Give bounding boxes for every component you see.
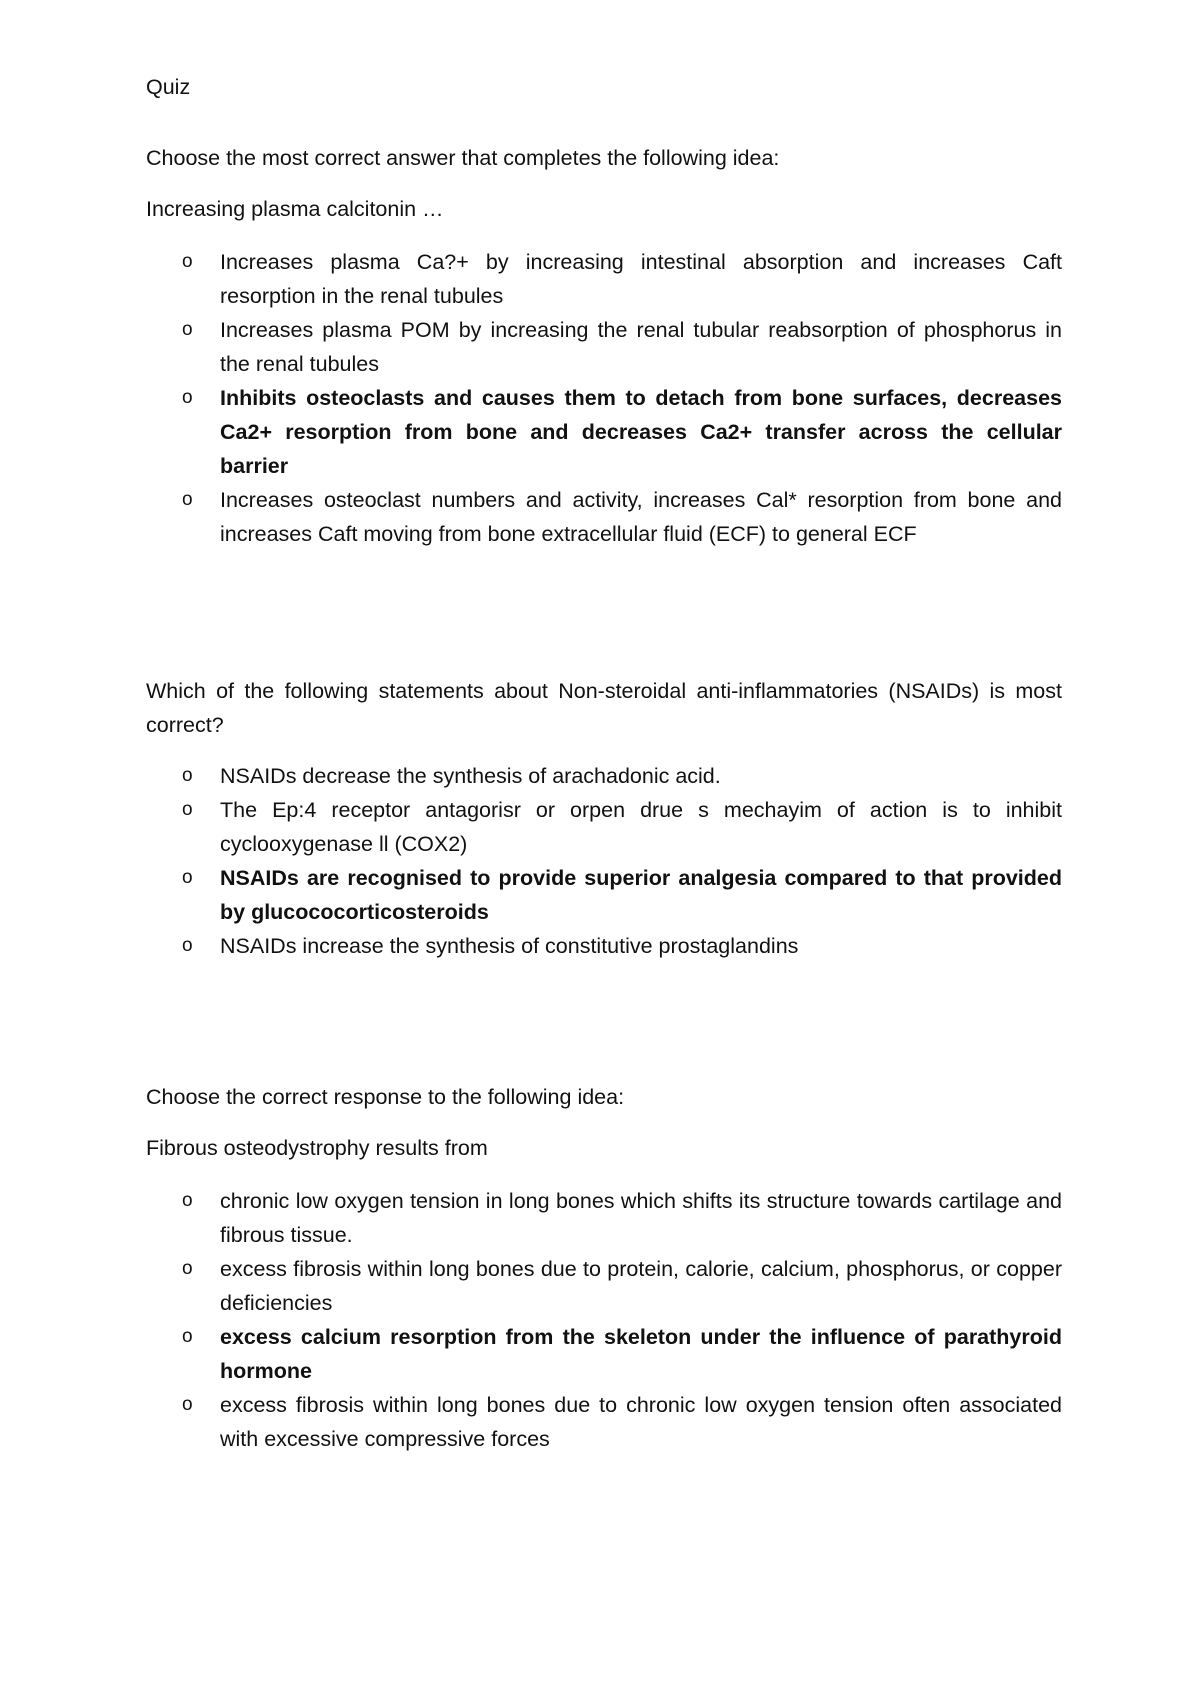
correct-option-item bbox=[0, 381, 1062, 483]
bullet-marker: o bbox=[182, 1258, 193, 1279]
bullet-marker: o bbox=[182, 387, 193, 408]
correct-option-item bbox=[0, 1320, 1062, 1388]
option-item bbox=[0, 759, 1062, 793]
bullet-marker: o bbox=[182, 251, 193, 272]
option-item bbox=[0, 793, 1062, 861]
option-item bbox=[0, 1184, 1062, 1252]
bullet-marker: o bbox=[182, 1326, 193, 1347]
bullet-marker: o bbox=[182, 1394, 193, 1415]
option-text: NSAIDs decrease the synthesis of arachadonic acid. bbox=[220, 764, 721, 788]
bullet-marker: o bbox=[182, 867, 193, 888]
bullet-marker: o bbox=[182, 1190, 193, 1211]
document-title: Quiz bbox=[146, 75, 191, 99]
option-text: excess fibrosis within long bones due to chronic low oxygen tension often associated with excessive compressive forces bbox=[220, 1393, 1062, 1451]
option-text: excess calcium resorption from the skeleton under the influence of parathyroid hormone bbox=[220, 1325, 1062, 1383]
question-2-options bbox=[0, 759, 1062, 963]
option-text: chronic low oxygen tension in long bones which shifts its structure towards cartilage and fibrous tissue. bbox=[220, 1189, 1062, 1247]
bullet-marker: o bbox=[182, 799, 193, 820]
option-text: The Ep:4 receptor antagorisr or orpen drue s mechayim of action is to inhibit cyclooxygenase ll (COX2) bbox=[220, 798, 1062, 856]
option-item bbox=[0, 483, 1062, 551]
option-text: NSAIDs increase the synthesis of constitutive prostaglandins bbox=[220, 934, 799, 958]
option-item bbox=[0, 245, 1062, 313]
question-1-instruction: Choose the most correct answer that completes the following idea: bbox=[146, 146, 780, 170]
bullet-marker: o bbox=[182, 319, 193, 340]
option-text: excess fibrosis within long bones due to protein, calorie, calcium, phosphorus, or copper deficiencies bbox=[220, 1257, 1062, 1315]
bullet-marker: o bbox=[182, 765, 193, 786]
bullet-marker: o bbox=[182, 489, 193, 510]
option-text: Increases osteoclast numbers and activity, increases Cal* resorption from bone and increases Caft moving from bone extracellular fluid (ECF) to general ECF bbox=[220, 488, 1062, 546]
option-item bbox=[0, 313, 1062, 381]
option-item bbox=[0, 929, 1062, 963]
question-1-options bbox=[0, 245, 1062, 551]
question-3-options bbox=[0, 1184, 1062, 1456]
question-3-instruction: Choose the correct response to the following idea: bbox=[146, 1085, 625, 1109]
correct-option-item bbox=[0, 861, 1062, 929]
option-item bbox=[0, 1252, 1062, 1320]
option-text: NSAIDs are recognised to provide superior analgesia compared to that provided by glucococorticosteroids bbox=[220, 866, 1062, 924]
option-text: Increases plasma Ca?+ by increasing intestinal absorption and increases Caft resorption in the renal tubules bbox=[220, 250, 1062, 308]
question-2-instruction: Which of the following statements about Non-steroidal anti-inflammatories (NSAIDs) is most correct? bbox=[146, 679, 1062, 737]
option-text: Increases plasma POM by increasing the renal tubular reabsorption of phosphorus in the renal tubules bbox=[220, 318, 1062, 376]
option-text: Inhibits osteoclasts and causes them to detach from bone surfaces, decreases Ca2+ resorption from bone and decreases Ca2+ transfer across the cellular barrier bbox=[220, 386, 1062, 478]
question-3-stem: Fibrous osteodystrophy results from bbox=[146, 1136, 488, 1160]
bullet-marker: o bbox=[182, 935, 193, 956]
option-item bbox=[0, 1388, 1062, 1456]
question-1-stem: Increasing plasma calcitonin … bbox=[146, 197, 444, 221]
